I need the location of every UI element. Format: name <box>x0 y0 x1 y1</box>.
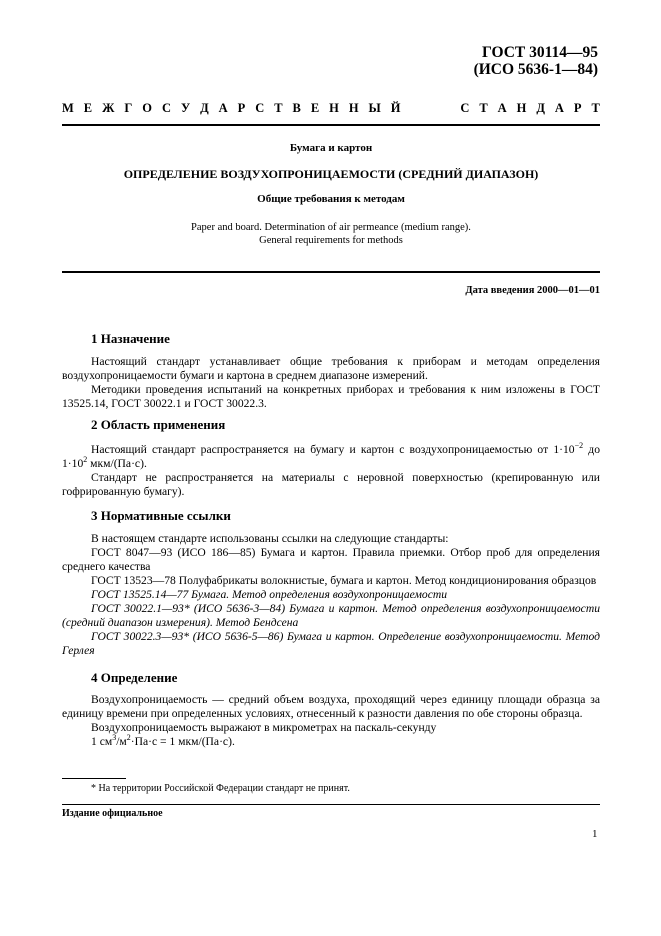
section-1-paragraph-2: Методики проведения испытаний на конкретных приборах и требования к ним изложены в ГОСТ 13525.14, ГОСТ 30022.1 и ГОСТ 30022.3. <box>62 383 600 410</box>
section-3-intro: В настоящем стандарте использованы ссылки на следующие стандарты: <box>91 532 449 545</box>
gost-number: ГОСТ 30114—95 <box>481 44 598 61</box>
standard-type-letter: Ж <box>102 101 115 115</box>
section-4-paragraph-1: Воздухопроницаемость — средний объем воздуха, проходящий через единицу площади образца за единицу времени при определенных условиях, отнесенный к разности давления по обе стороны образца. <box>62 693 600 720</box>
reference-5: ГОСТ 30022.3—93* (ИСО 5636-5—86) Бумага и картон. Определение воздухопроницаемости. Метод Герлея <box>62 630 600 657</box>
gost-code-block <box>474 44 598 78</box>
standard-type-letter: Г <box>124 101 133 115</box>
standard-type-letter: Н <box>516 101 527 115</box>
reference-4: ГОСТ 30022.1—93* (ИСО 5636-3—84) Бумага и картон. Метод определения воздухопроницаемости (средний диапазон измерения). Метод Бендсена <box>62 602 600 629</box>
standard-type-letter: А <box>554 101 564 115</box>
standard-type-heading <box>62 101 600 116</box>
section-4-formula: 1 $см^3/м^2\cdot Па\cdot с = 1$ мкм/(Па·с). <box>91 733 235 748</box>
section-1-body <box>62 355 600 411</box>
reference-1: ГОСТ 8047—93 (ИСО 186—85) Бумага и картон. Правила приемки. Отбор проб для определения среднего качества <box>62 546 600 573</box>
standard-type-letter: О <box>142 101 153 115</box>
section-2-paragraph-2: Стандарт не распространяется на материалы с неровной поверхностью (крепированную или гофрированную бумагу). <box>62 471 600 498</box>
english-title <box>62 221 600 247</box>
section-4-body <box>62 693 600 749</box>
standard-type-letter: У <box>180 101 191 115</box>
standard-type-letter: М <box>62 101 74 115</box>
standard-type-letter: Е <box>83 101 93 115</box>
standard-type-letter: А <box>218 101 228 115</box>
iso-number: (ИСО 5636-1—84) <box>473 61 598 78</box>
footnote-rule <box>62 778 126 779</box>
standard-type-letter: Ы <box>368 101 381 115</box>
section-3-body <box>62 532 600 658</box>
section-4-heading: 4 Определение <box>91 670 178 685</box>
section-2-paragraph-1: Настоящий стандарт распространяется на бумагу и картон с воздухопроницаемостью от $1\cdot 10^{-2}$ до $1\cdot 10^2$ мкм/(Па·с). <box>62 441 600 470</box>
standard-type-letter: Н <box>329 101 339 115</box>
main-title: ОПРЕДЕЛЕНИЕ ВОЗДУХОПРОНИЦАЕМОСТИ (СРЕДНИЙ ДИАПАЗОН) <box>123 167 539 181</box>
standard-type-letter: Д <box>200 101 209 115</box>
title-rule <box>62 271 600 273</box>
standard-type-letter: Е <box>310 101 320 115</box>
official-edition-label: Издание официальное <box>62 808 163 819</box>
section-2-heading: 2 Область применения <box>91 417 226 432</box>
standard-type-letter: С <box>161 101 172 115</box>
subtitle: Общие требования к методам <box>257 193 405 205</box>
word-gap <box>410 101 450 116</box>
standard-type-letter: Т <box>591 101 600 115</box>
page-number: 1 <box>592 828 598 840</box>
standard-type-letter: Д <box>536 101 545 115</box>
standard-type-letter: Н <box>348 101 359 115</box>
subject-line: Бумага и картон <box>289 142 373 154</box>
section-1-heading: 1 Назначение <box>91 331 170 346</box>
header-rule <box>62 124 600 126</box>
standard-type-letter: Р <box>573 101 582 115</box>
standard-type-letter: Й <box>390 101 401 115</box>
standard-type-letter: С <box>460 101 470 115</box>
section-2-body <box>62 443 600 499</box>
standard-type-letter: Т <box>274 101 283 115</box>
section-4-paragraph-2: Воздухопроницаемость выражают в микрометрах на паскаль-секунду <box>91 721 437 734</box>
section-1-paragraph-1: Настоящий стандарт устанавливает общие требования к приборам и методам определения воздухопроницаемости бумаги и картона в среднем диапазоне измерений. <box>62 355 600 382</box>
standard-type-letter: А <box>497 101 507 115</box>
reference-2: ГОСТ 13523—78 Полуфабрикаты волокнистые, бумага и картон. Метод кондиционирования образцов <box>91 574 597 587</box>
english-title-line1: Paper and board. Determination of air permeance (medium range). <box>191 222 471 233</box>
section-3-heading: 3 Нормативные ссылки <box>91 508 231 523</box>
standard-type-letter: С <box>255 101 265 115</box>
footer-rule <box>62 804 600 805</box>
english-title-line2: General requirements for methods <box>259 235 403 246</box>
standard-type-letter: В <box>292 101 301 115</box>
date-introduced: Дата введения 2000—01—01 <box>465 285 600 296</box>
standard-type-letter: Р <box>237 101 246 115</box>
footnote: * На территории Российской Федерации стандарт не принят. <box>91 783 350 794</box>
reference-3: ГОСТ 13525.14—77 Бумага. Метод определения воздухопроницаемости <box>91 588 448 601</box>
standard-type-letter: Т <box>479 101 488 115</box>
